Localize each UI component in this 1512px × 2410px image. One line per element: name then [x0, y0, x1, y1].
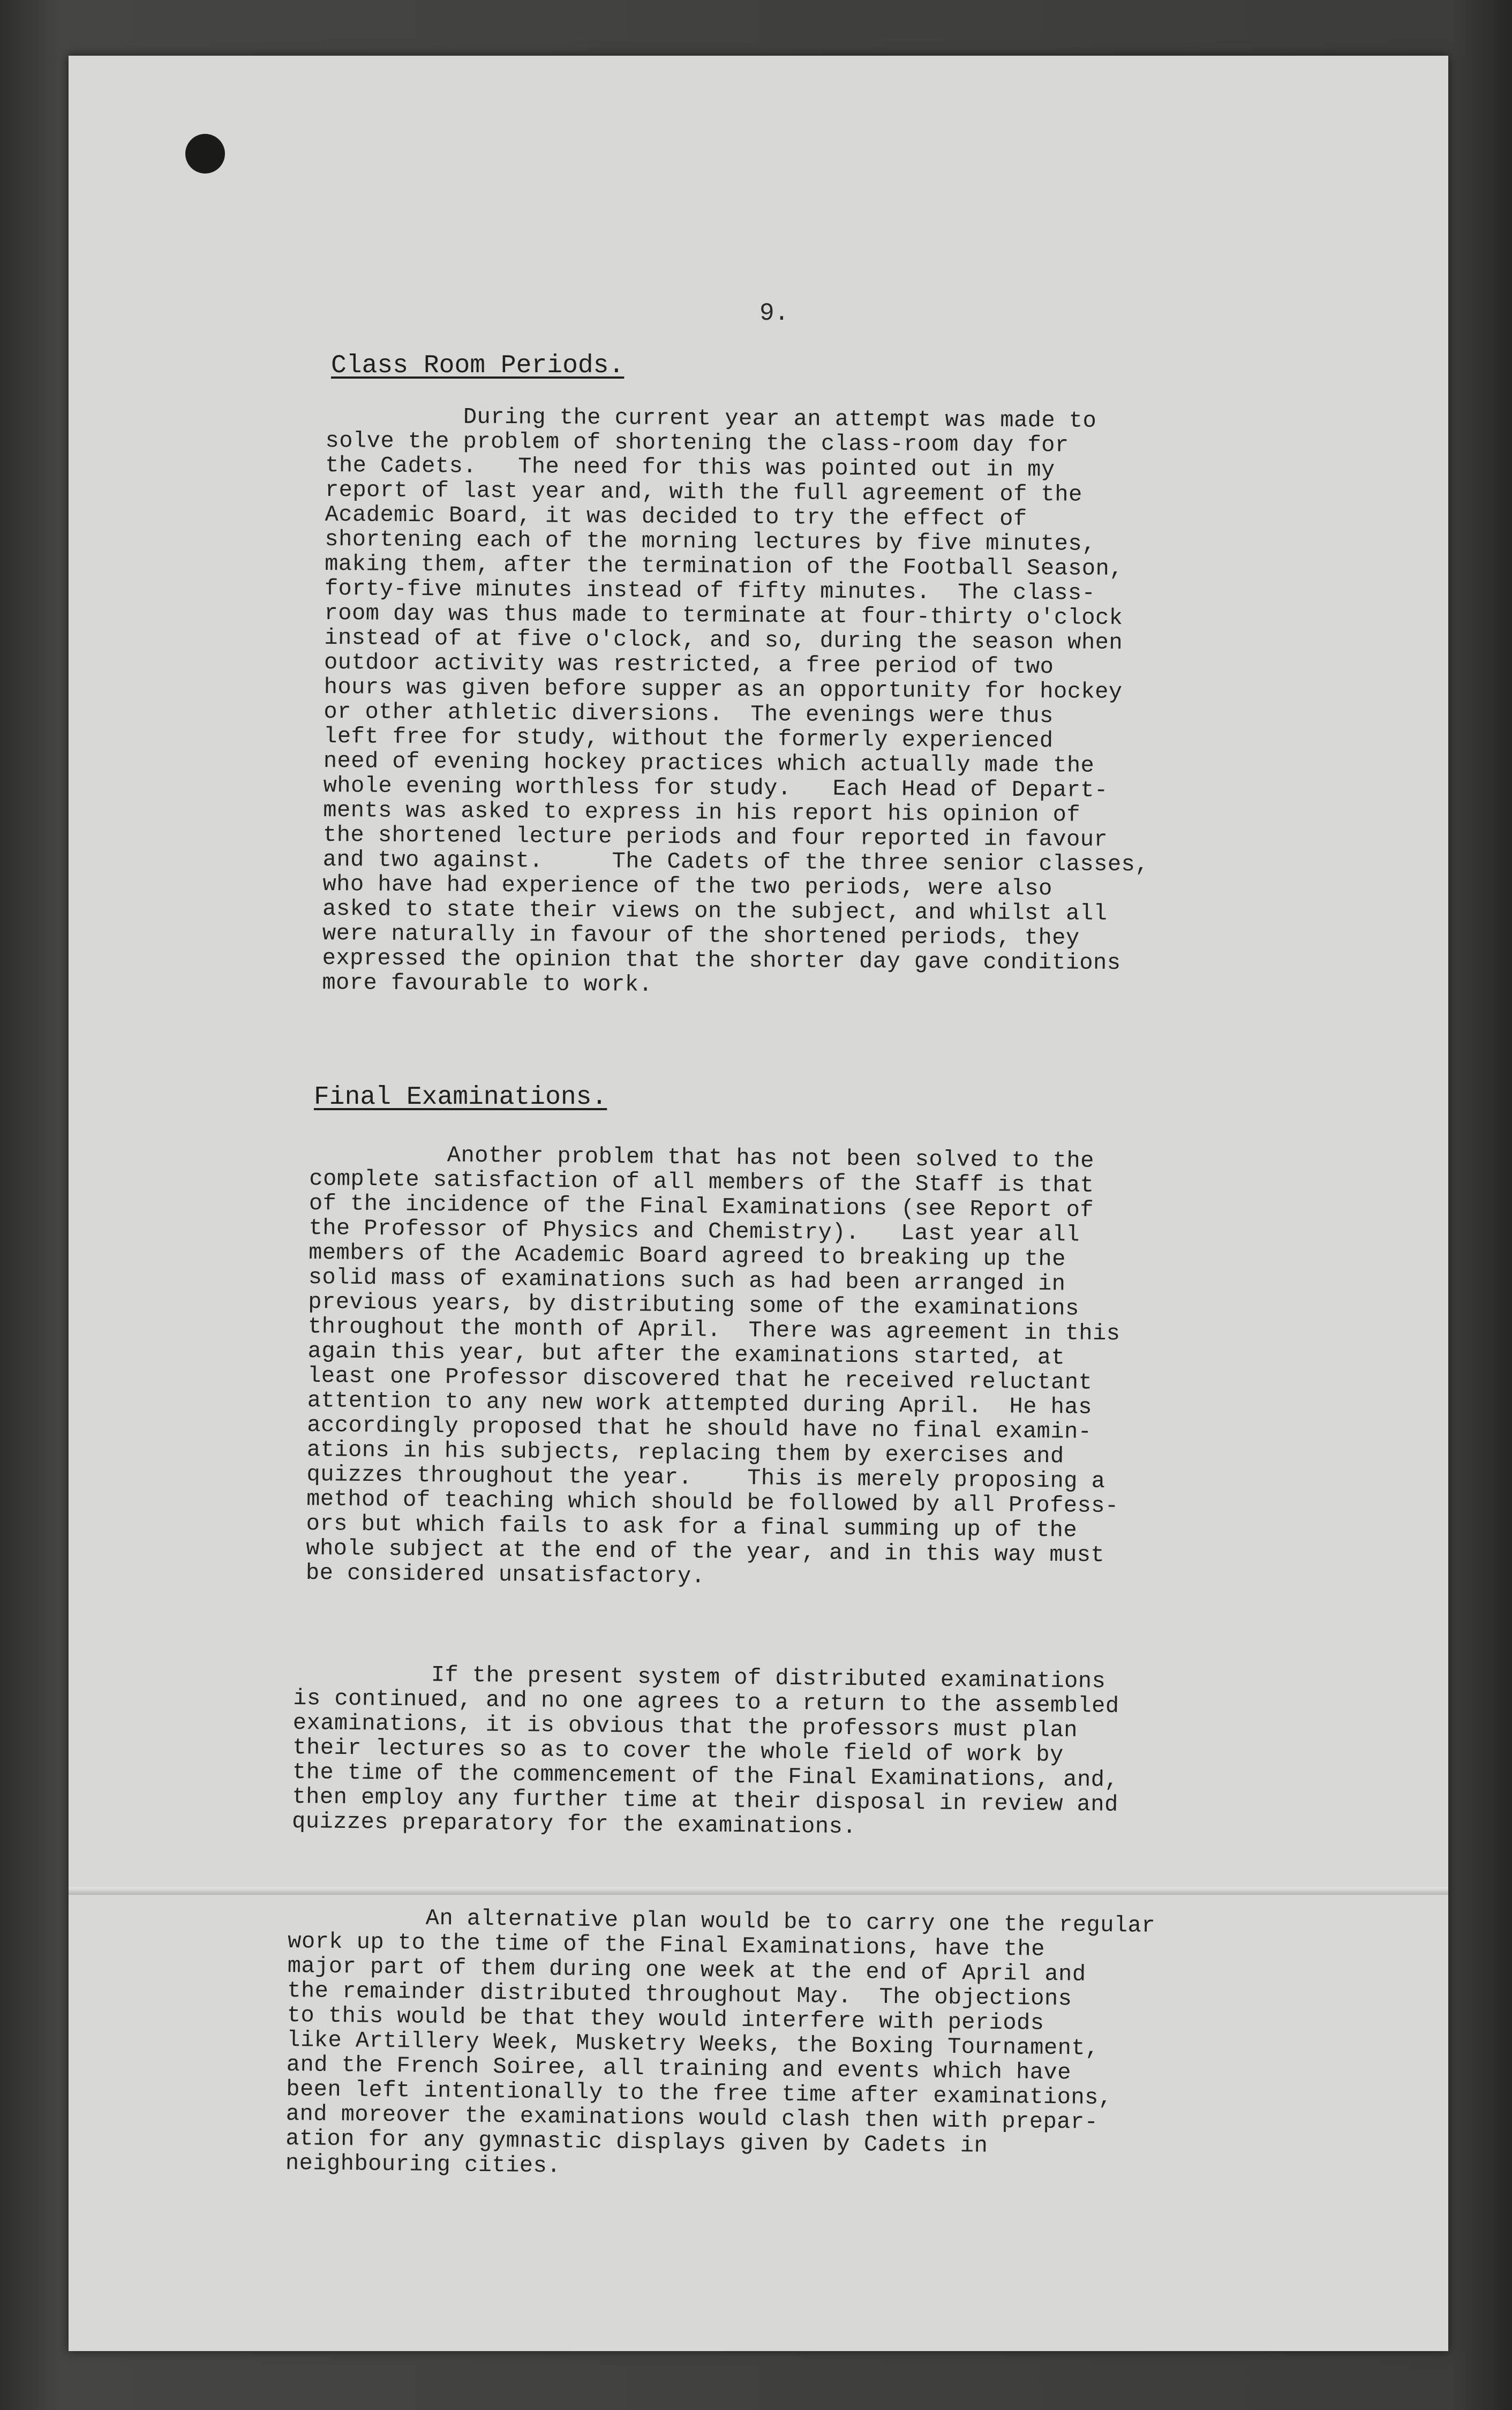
- paragraph-class-room-periods: During the current year an attempt was made to solve the problem of shortening the class-room day for the Cadets. The need for this was pointed out in my report of last year and, with the full agreement of the Academic Board, it was decided to try the effect of shortening each of the morning lectures by five minutes, making them, after the termination of the Football Season, forty-five minutes instead of fifty minutes. The class- room day was thus made to terminate at four-thirty o'clock instead of at five o'clock, and so, during the season when outdoor activity was restricted, a free period of two hours was given before supper as an opportunity for hockey or other athletic diversions. The evenings were thus left free for study, without the formerly experienced need of evening hockey practices which actually made the whole evening worthless for study. Each Head of Depart- ments was asked to express in his report his opinion of the shortened lecture periods and four reported in favour and two against. The Cadets of the three senior classes, who have had experience of the two periods, were also asked to state their views on the subject, and whilst all were naturally in favour of the shortened periods, they expressed the opinion that the shorter day gave conditions more favourable to work.: [322, 403, 1149, 998]
- paragraph-final-examinations-2: If the present system of distributed examinations is continued, and no one agrees to a return to the assembled examinations, it is obvious that the professors must plan their lectures so as to cover the whole field of work by the time of the commencement of the Final Examinations, and, then employ any further time at their disposal in review and quizzes preparatory for the examinations.: [291, 1661, 1119, 1840]
- section-heading-class-room-periods: Class Room Periods.: [331, 351, 625, 380]
- punch-hole: [185, 134, 225, 174]
- document-page: [69, 56, 1448, 2351]
- paper-fold: [69, 1887, 1448, 1895]
- paragraph-final-examinations-1: Another problem that has not been solved to the complete satisfaction of all members of the Staff is that of the incidence of the Final Examinations (see Report of the Professor of Physics and Chemistry). Last year all members of the Academic Board agreed to breaking up the solid mass of examinations such as had been arranged in previous years, by distributing some of the examinations throughout the month of April. There was agreement in this again this year, but after the examinations started, at least one Professor discovered that he received reluctant attention to any new work attempted during April. He has accordingly proposed that he should have no final examin- ations in his subjects, replacing them by exercises and quizzes throughout the year. This is merely proposing a method of teaching which should be followed by all Profess- ors but which fails to ask for a final summing up of the whole subject at the end of the year, and in this way must be considered unsatisfactory.: [305, 1141, 1120, 1590]
- page-number: 9.: [759, 299, 789, 327]
- paragraph-final-examinations-3: An alternative plan would be to carry one the regular work up to the time of the Final Examinations, have the major part of them during one week at the end of April and the remainder distributed throughout May. The objections to this would be that they would interfere with periods like Artillery Week, Musketry Weeks, the Boxing Tournament, and the French Soiree, all training and events which have been left intentionally to the free time after examinations, and moreover the examinations would clash then with prepar- ation for any gymnastic displays given by Cadets in neighbouring cities.: [285, 1904, 1156, 2179]
- section-heading-final-examinations: Final Examinations.: [314, 1083, 607, 1112]
